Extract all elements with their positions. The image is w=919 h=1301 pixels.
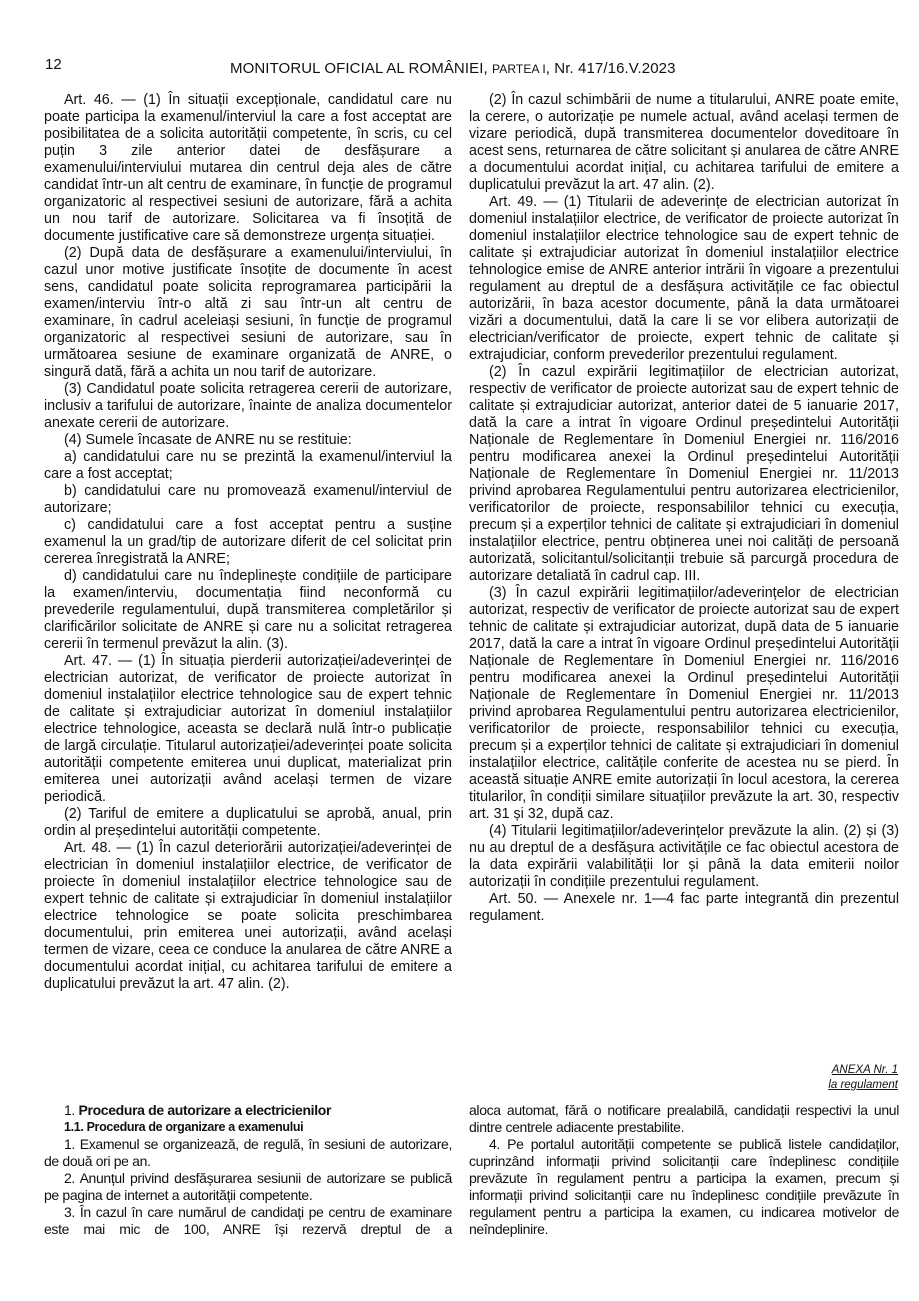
annex-title: ANEXA Nr. 1 bbox=[831, 1064, 898, 1076]
title-main: MONITORUL OFICIAL AL ROMÂNIEI, bbox=[230, 60, 493, 77]
paragraph: (2) După data de desfășurare a examenului/interviului, în cazul unor motive justificate însoțite de documente în acest sens, candidatul poate solicita reprogramarea participării la examen/interviu într-o altă zi sau într-un alt centru de examinare, în cadrul aceleiași sesiuni, în funcție de programul organizatoric al respectivei sesiuni de autorizare, sau în următoarea sesiune de examinare organizată de ANRE, o singură dată, fără a achita un nou tarif de autorizare. bbox=[44, 245, 452, 380]
paragraph: 3. În cazul în care numărul de candidați pe centru de examinare este mai mic de 100, ANRE își rezervă dreptul de a bbox=[44, 1204, 452, 1237]
annex-heading bbox=[44, 1102, 452, 1119]
paragraph: d) candidatului care nu îndeplinește condițiile de participare la examen/interviu, documentația fiind neconformă cu prevederile regulamentului, după transmiterea completărilor și clarificărilor solicitate de ANRE și care nu a solicitat retragerea cererii în termenul prevăzut la alin. (3). bbox=[44, 568, 452, 652]
paragraph: Art. 47. — (1) În situația pierderii autorizației/adeverinței de electrician autorizat, de verificator de proiecte autorizat în domeniul instalațiilor electrice tehnologice sau de expert tehnic de calitate și extrajudiciar autorizat în domeniul instalațiilor electrice tehnologice, aceasta se declară nulă într-o publicație de largă circulație. Titularul autorizației/adeverinței poate solicita autorității competente emiterea unui duplicat, materializat prin emiterea unei autorizații având același termen de vizare periodică. bbox=[44, 653, 452, 805]
paragraph: Art. 50. — Anexele nr. 1—4 fac parte integrantă din prezentul regulament. bbox=[469, 891, 899, 924]
paragraph: (3) Candidatul poate solicita retragerea cererii de autorizare, inclusiv a tarifului de autorizare, înainte de analiza documentelor anexate cererii de autorizare. bbox=[44, 381, 452, 431]
paragraph: 1. Examenul se organizează, de regulă, în sesiuni de autorizare, de două ori pe an. bbox=[44, 1136, 452, 1169]
annex-label bbox=[828, 1063, 898, 1093]
annex-subheading: 1.1. Procedura de organizare a examenului bbox=[64, 1120, 304, 1134]
left-column bbox=[44, 92, 452, 993]
paragraph: aloca automat, fără o notificare prealabilă, candidații respectivi la unul dintre centrele adiacente prestabilite. bbox=[469, 1102, 899, 1135]
paragraph: 4. Pe portalul autorității competente se publică listele candidaților, cuprinzând informații privind solicitanții care îndeplinesc condițiile prevăzute în regulament pentru a participa la examen, precum și informații privind solicitanții care nu îndeplinesc condițiile prevăzute în regulament pentru a participa la examen, cu indicarea motivelor de neîndeplinire. bbox=[469, 1136, 899, 1237]
heading-number: 1. bbox=[64, 1102, 79, 1118]
page-number: 12 bbox=[45, 56, 62, 73]
right-column bbox=[469, 92, 899, 925]
title-part: PARTEA I bbox=[492, 62, 546, 76]
paragraph: a) candidatului care nu se prezintă la examenul/interviul la care a fost acceptat; bbox=[44, 449, 452, 482]
paragraph: 2. Anunțul privind desfășurarea sesiunii de autorizare se publică pe pagina de internet a autorității competente. bbox=[44, 1170, 452, 1203]
annex-subtitle: la regulament bbox=[828, 1079, 898, 1091]
paragraph: b) candidatului care nu promovează examenul/interviul de autorizare; bbox=[44, 483, 452, 516]
paragraph: c) candidatului care a fost acceptat pentru a susține examenul la un grad/tip de autorizare diferit de cel solicitat prin cererea înregistrată la ANRE; bbox=[44, 517, 452, 567]
paragraph: (4) Sumele încasate de ANRE nu se restituie: bbox=[64, 432, 352, 448]
paragraph: Art. 46. — (1) În situații excepționale, candidatul care nu poate participa la examenul/interviul la care a fost acceptat are posibilitatea de a solicita autorității competente, în scris, cu cel puțin 3 zile anterior datei de desfășurare a examenului/interviului mutarea din centrul deja ales de către candidat într-un alt centru de examinare, în funcție de programul organizatoric al respectivei sesiuni de autorizare, fără a achita un nou tarif de autorizare. Solicitarea va fi însoțită de documente justificative care să demonstreze urgența situației. bbox=[44, 92, 452, 244]
paragraph: Art. 48. — (1) În cazul deteriorării autorizației/adeverinței de electrician în domeniul instalațiilor electrice, de verificator de proiecte în domeniul instalațiilor electrice tehnologice sau de expert tehnic de calitate și extrajudiciar în domeniul instalațiilor electrice tehnologice se poate solicita preschimbarea documentului, prin emiterea unei autorizații, având același termen de vizare, ceea ce conduce la anularea de către ANRE a documentului acordat inițial, cu achitarea tarifului de emitere a duplicatului prevăzut la art. 47 alin. (2). bbox=[44, 840, 452, 992]
paragraph: (3) În cazul expirării legitimațiilor/adeverințelor de electrician autorizat, respectiv de verificator de proiecte autorizat sau de expert tehnic de calitate și extrajudiciar autorizat, după data de 5 ianuarie 2017, dată la care a intrat în vigoare Ordinul președintelui Autorității Naționale de Reglementare în Domeniul Energiei nr. 116/2016 pentru modificarea anexei la Ordinul președintelui Autorității Naționale de Reglementare în Domeniul Energiei nr. 11/2013 privind aprobarea Regulamentului pentru autorizarea electricienilor, verificatorilor de proiecte, responsabililor tehnici cu execuția, precum și a experților tehnici de calitate și extrajudiciari în domeniul instalațiilor electrice, calitățile conferite de acestea nu se pierd. În această situație ANRE emite autorizații în locul acestora, la cererea titularilor, în condiții similare situațiilor prevăzute la art. 30, respectiv art. 31 și 32, după caz. bbox=[469, 585, 899, 822]
paragraph: (4) Titularii legitimațiilor/adeverințelor prevăzute la alin. (2) și (3) nu au dreptul de a desfășura activitățile ce fac obiectul acestora de la data expirării valabilității lor și până la data emiterii noilor autorizații în condițiile prezentului regulament. bbox=[469, 823, 899, 890]
heading-text: Procedura de autorizare a electricienilor bbox=[78, 1102, 332, 1118]
publication-title bbox=[230, 60, 676, 77]
paragraph: (2) Tariful de emitere a duplicatului se aprobă, anual, prin ordin al președintelui autorității competente. bbox=[44, 806, 452, 839]
annex-right-column bbox=[469, 1102, 899, 1238]
annex-left-column bbox=[44, 1102, 452, 1238]
paragraph: (2) În cazul schimbării de nume a titularului, ANRE poate emite, la cerere, o autorizație pe numele actual, având același termen de vizare periodică, după transmiterea documentelor doveditoare în acest sens, returnarea de către solicitant și anularea de către ANRE a documentului acordat inițial, cu achitarea tarifului de emitere a duplicatului prevăzut la art. 47 alin. (2). bbox=[469, 92, 899, 193]
title-issue: , Nr. 417/16.V.2023 bbox=[545, 60, 676, 77]
paragraph: Art. 49. — (1) Titularii de adeverințe de electrician autorizat în domeniul instalațiilor electrice, de verificator de proiecte autorizat în domeniul instalațiilor electrice tehnologice sau de expert tehnic de calitate și extrajudiciar autorizat în domeniul instalațiilor electrice tehnologice emise de ANRE anterior intrării în vigoare a prezentului regulament au dreptul de a desfășura activitățile ce fac obiectul autorizării, în baza acestor documente, până la data următoarei vizări a documentului, dată la care li se vor elibera autorizații de electrician/verificator de proiecte, expert tehnic de calitate și extrajudiciar, conform prevederilor prezentului regulament. bbox=[469, 194, 899, 363]
paragraph: (2) În cazul expirării legitimațiilor de electrician autorizat, respectiv de verificator de proiecte autorizat sau de expert tehnic de calitate și extrajudiciar autorizat, anterior datei de 5 ianuarie 2017, dată la care a intrat în vigoare Ordinul președintelui Autorității Naționale de Reglementare în Domeniul Energiei nr. 116/2016 pentru modificarea anexei la Ordinul președintelui Autorității Naționale de Reglementare în Domeniul Energiei nr. 11/2013 privind aprobarea Regulamentului pentru autorizarea electricienilor, verificatorilor de proiecte, responsabililor tehnici cu execuția, precum și a experților tehnici de calitate și extrajudiciari în domeniul instalațiilor electrice, pentru obținerea unei noi calități de persoană autorizată, solicitantul/solicitanții trebuie să parcurgă procedura de autorizare detaliată în cadrul cap. III. bbox=[469, 364, 899, 584]
